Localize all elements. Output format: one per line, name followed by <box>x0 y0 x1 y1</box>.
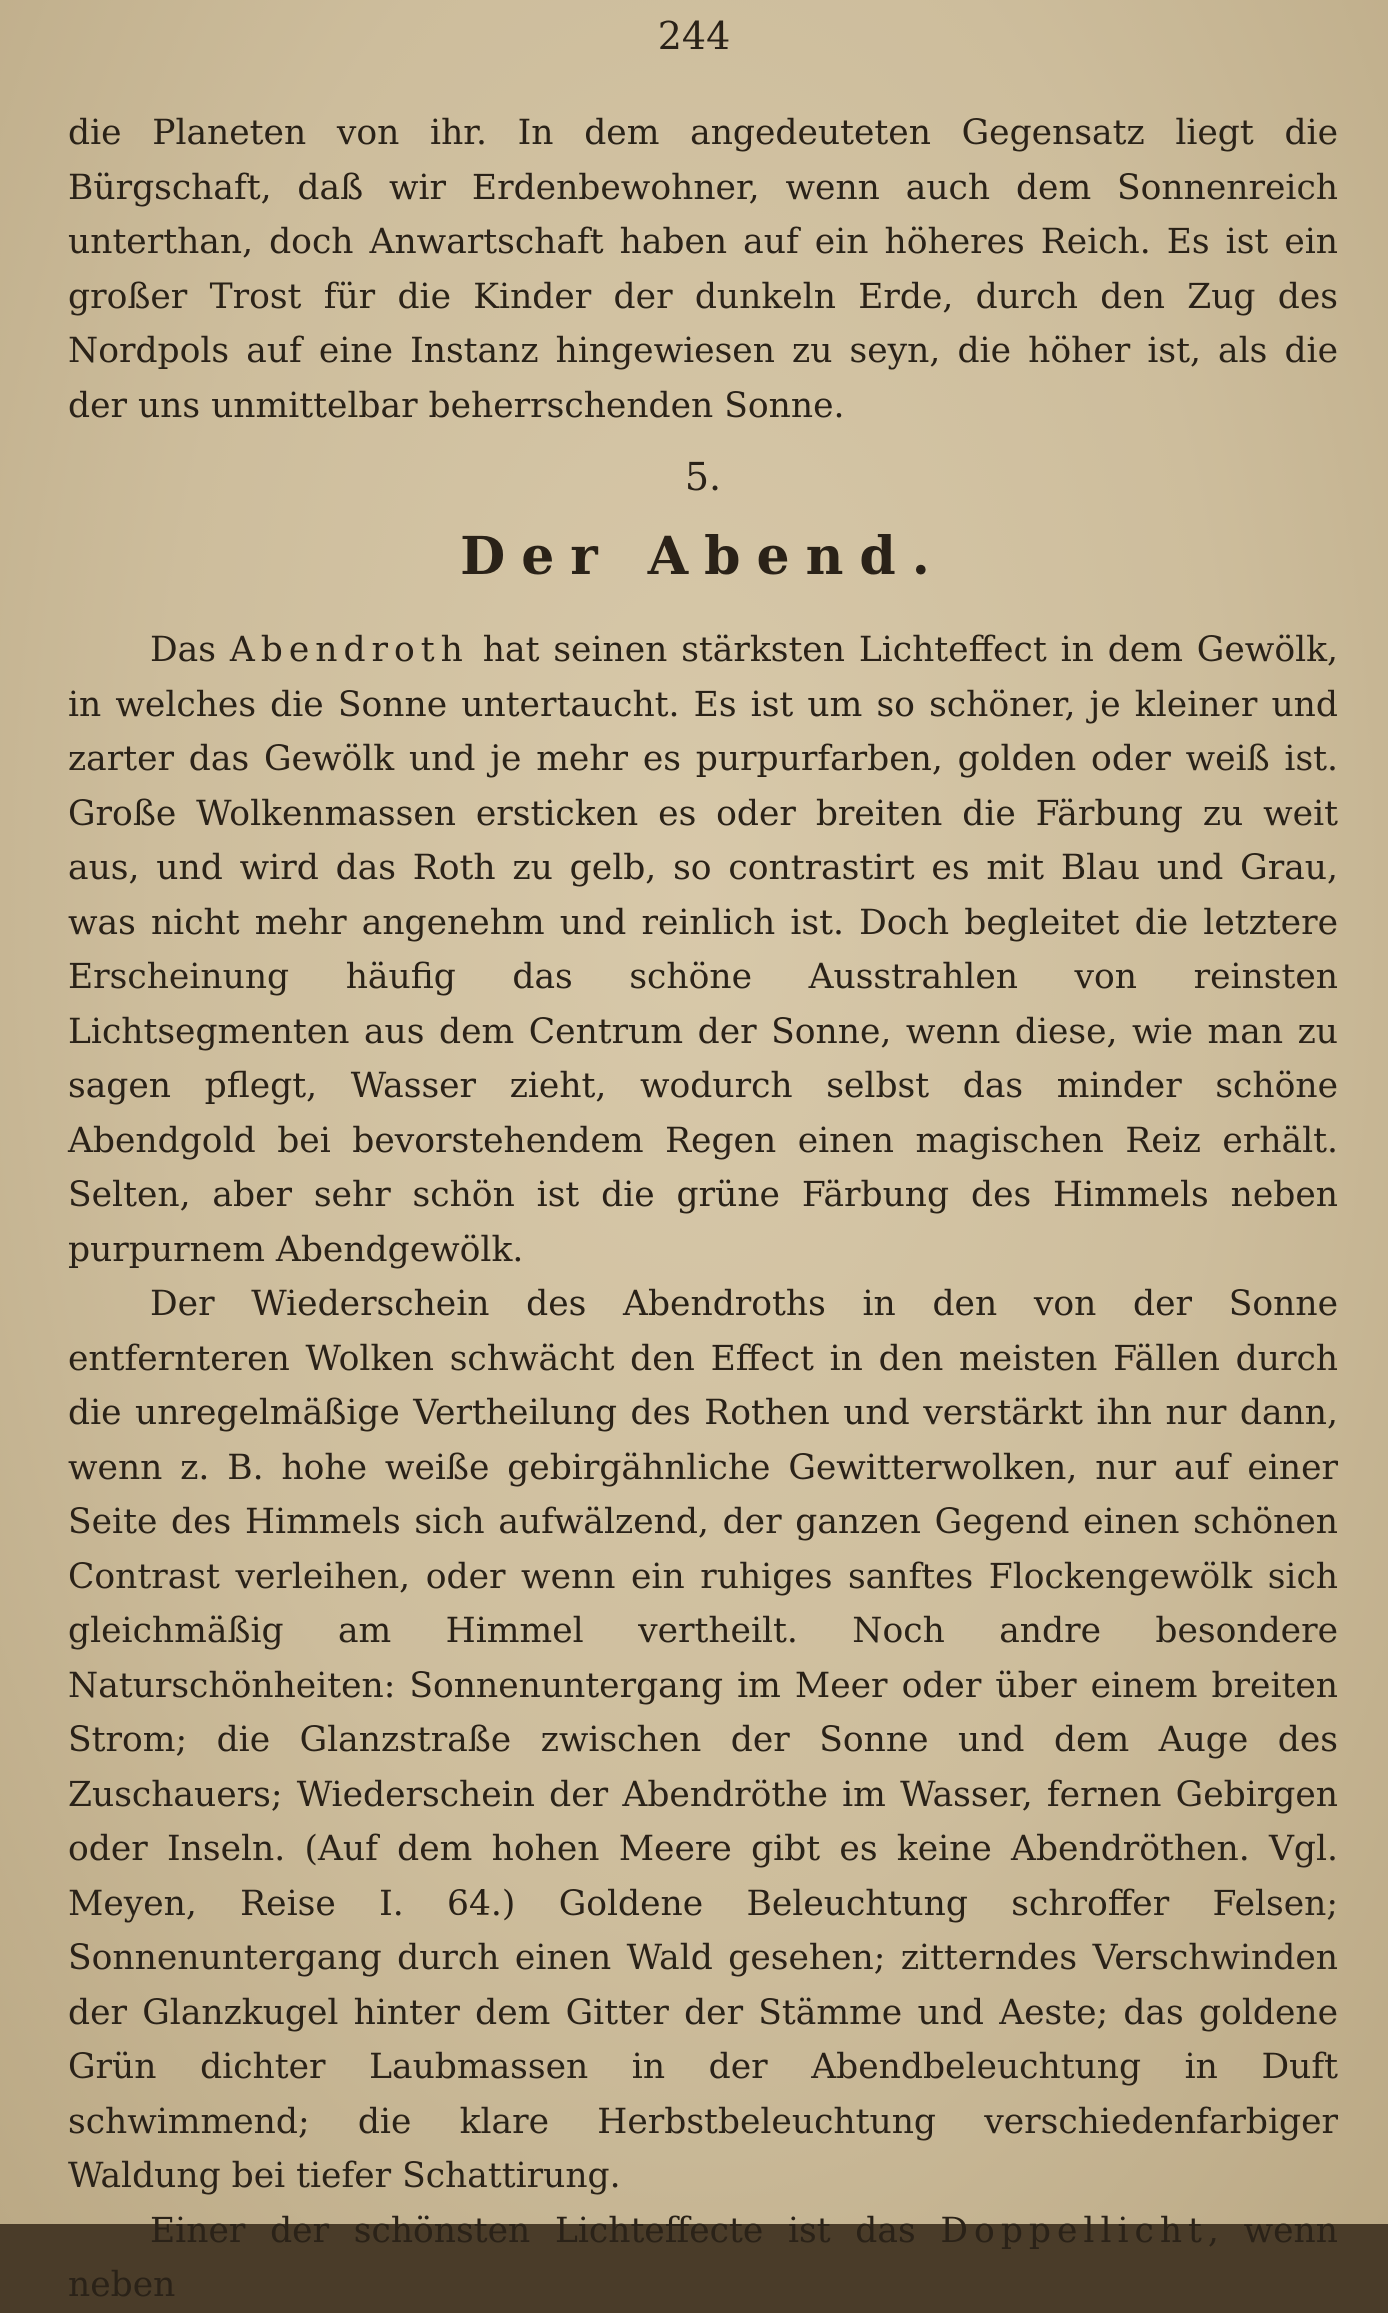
paragraph-abendroth <box>68 623 1338 1277</box>
paragraph-text: hat seinen stärksten Lichteffect in dem Gewölk, in welches die Sonne untertaucht. Es ist um so schöner, je kleiner und zarter das Gewölk und je mehr es purpurfarben, golden oder weiß ist. Große Wolkenmassen ersticken es oder breiten die Färbung zu weit aus, und wird das Roth zu gelb, so contrastirt es mit Blau und Grau, was nicht mehr angenehm und reinlich ist. Doch begleitet die letztere Erscheinung häufig das schöne Ausstrahlen von reinsten Lichtsegmenten aus dem Centrum der Sonne, wenn diese, wie man zu sagen pflegt, Wasser zieht, wodurch selbst das minder schöne Abendgold bei bevorstehendem Regen einen magischen Reiz erhält. Selten, aber sehr schön ist die grüne Färbung des Himmels neben purpurnem Abendgewölk. <box>68 630 1338 1270</box>
page-number: 244 <box>657 14 731 58</box>
intro-paragraph: die Planeten von ihr. In dem angedeuteten Gegensatz liegt die Bürgschaft, daß wir Erdenbewohner, wenn auch dem Sonnenreich unterthan, doch Anwartschaft haben auf ein höheres Reich. Es ist ein großer Trost für die Kinder der dunkeln Erde, durch den Zug des Nordpols auf eine Instanz hingewiesen zu seyn, die höher ist, als die der uns unmittelbar beherrschenden Sonne. <box>68 113 1338 426</box>
section-title: Der Abend. <box>460 526 946 587</box>
paragraph-text: , wenn neben <box>68 2210 1338 2305</box>
emphasized-term: Abendroth <box>229 630 469 670</box>
paragraph-text: Das <box>150 630 230 670</box>
paragraph-doppellicht <box>68 2204 1338 2313</box>
paragraph-wiederschein: Der Wiederschein des Abendroths in den von der Sonne entfernteren Wolken schwächt den Effect in den meisten Fällen durch die unregelmäßige Vertheilung des Rothen und verstärkt ihn nur dann, wenn z. B. hohe weiße gebirgähnliche Gewitterwolken, nur auf einer Seite des Himmels sich aufwälzend, der ganzen Gegend einen schönen Contrast verleihen, oder wenn ein ruhiges sanftes Flockengewölk sich gleichmäßig am Himmel vertheilt. Noch andre besondere Naturschönheiten: Sonnenuntergang im Meer oder über einem breiten Strom; die Glanzstraße zwischen der Sonne und dem Auge des Zuschauers; Wiederschein der Abendröthe im Wasser, fernen Gebirgen oder Inseln. (Auf dem hohen Meere gibt es keine Abendröthen. Vgl. Meyen, Reise I. 64.) Goldene Beleuchtung schroffer Felsen; Sonnenuntergang durch einen Wald gesehen; zitterndes Verschwinden der Glanzkugel hinter dem Gitter der Stämme und Aeste; das goldene Grün dichter Laubmassen in der Abendbeleuchtung in Duft schwimmend; die klare Herbstbeleuchtung verschiedenfarbiger Waldung bei tiefer Schattirung. <box>68 1284 1338 2196</box>
emphasized-term: Doppellicht <box>940 2210 1208 2251</box>
section-number: 5. <box>684 455 722 499</box>
page-body <box>68 106 1338 2313</box>
paragraph-text: Einer der schönsten Lichteffecte ist das <box>150 2210 941 2251</box>
